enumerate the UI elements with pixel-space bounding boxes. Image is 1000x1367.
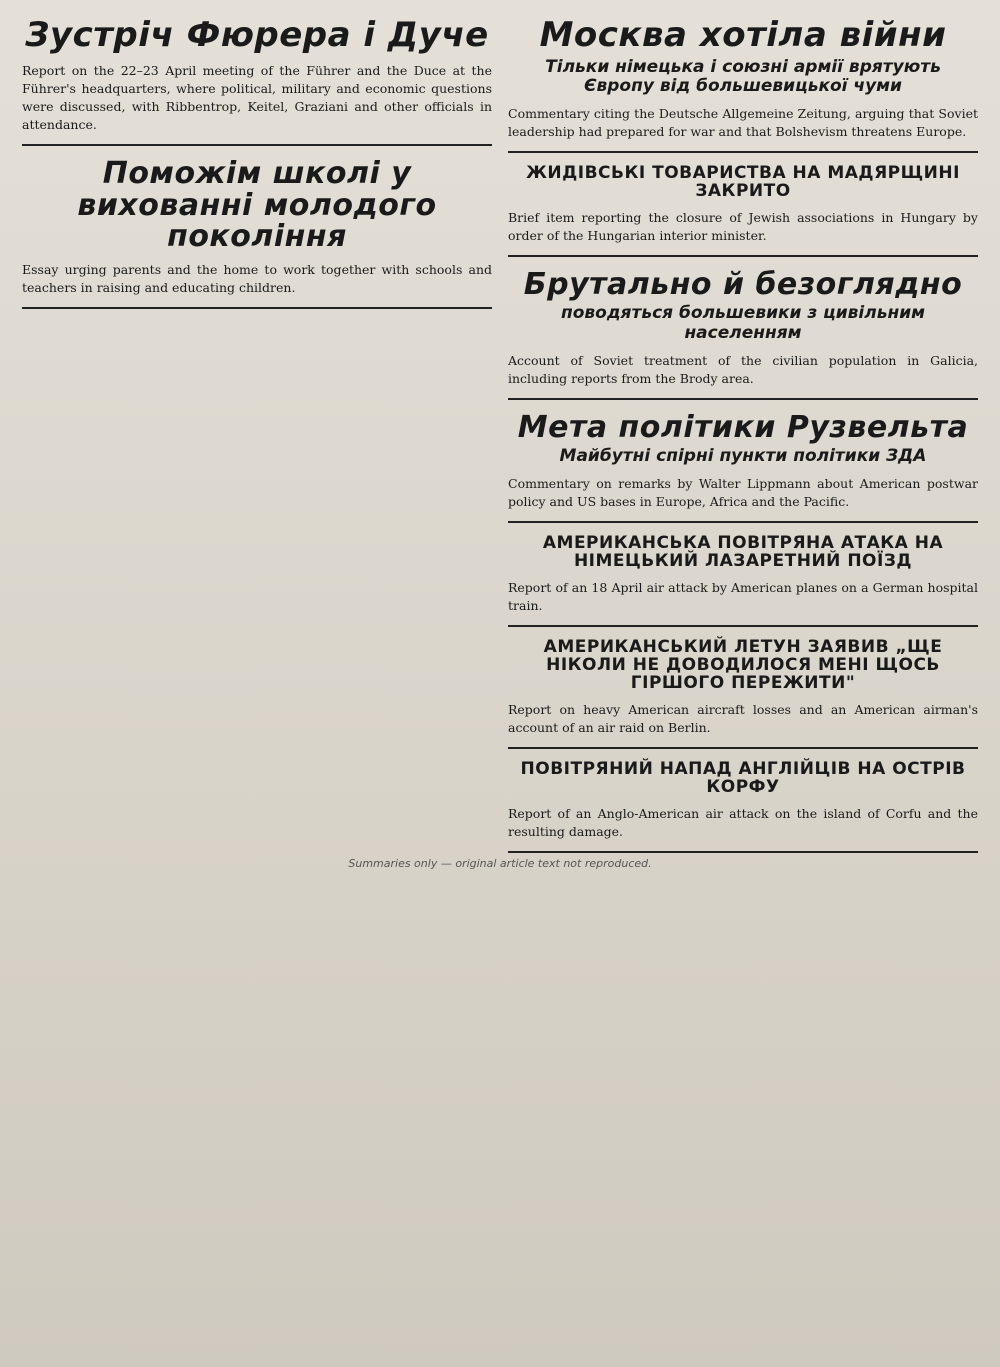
article-corfu: [508, 758, 978, 853]
article-pilot: [508, 639, 978, 749]
headline-roosevelt: Мета політики Рузвельта: [517, 409, 969, 445]
summary-school: Essay urging parents and the home to work together with schools and teachers in raising and educating children.: [22, 261, 492, 295]
summary-jewish-societies: Brief item reporting the closure of Jewish associations in Hungary by order of the Hungarian interior minister.: [508, 209, 978, 243]
article-hospital-train: [508, 535, 978, 627]
article-brutal: [508, 266, 978, 400]
article-summit: [22, 15, 492, 146]
summary-brutal: Account of Soviet treatment of the civilian population in Galicia, including reports from the Brody area.: [508, 352, 978, 386]
headline-moscow: Москва хотіла війни: [539, 15, 947, 55]
summary-hospital-train: Report of an 18 April air attack by American planes on a German hospital train.: [508, 579, 978, 613]
headline-summit: Зустріч Фюрера і Дуче: [25, 15, 489, 55]
article-roosevelt: [508, 409, 978, 523]
headline-brutal: Брутально й безоглядно: [523, 266, 963, 302]
headline-jewish-societies: ЖИДІВСЬКІ ТОВАРИСТВА НА МАДЯРЩИНІ ЗАКРИТО: [526, 163, 960, 201]
summary-pilot: Report on heavy American aircraft losses and an American airman's account of an air raid on Berlin.: [508, 701, 978, 735]
headline-pilot: АМЕРИКАНСЬКИЙ ЛЕТУН ЗАЯВИВ „ЩЕ НІКОЛИ НЕ ДОВОДИЛОСЯ МЕНІ ЩОСЬ ГІРШОГО ПЕРЕЖИТИ": [543, 637, 943, 693]
article-moscow: [508, 15, 978, 153]
summary-roosevelt: Commentary on remarks by Walter Lippmann about American postwar policy and US bases in Europe, Africa and the Pacific.: [508, 475, 978, 509]
subhead-brutal: поводяться большевики з цивільним населенням: [560, 303, 926, 344]
article-jewish-societies: [508, 165, 978, 257]
summary-corfu: Report of an Anglo-American air attack on the island of Corfu and the resulting damage.: [508, 805, 978, 839]
footer-note: Summaries only — original article text not reproduced.: [348, 856, 652, 870]
headline-corfu: ПОВІТРЯНИЙ НАПАД АНГЛІЙЦІВ НА ОСТРІВ КОРФУ: [520, 758, 966, 797]
headline-school: Поможім школі у вихованні молодого покоління: [77, 156, 437, 255]
subhead-moscow: Тільки німецька і союзні армії врятують Європу від большевицької чуми: [545, 56, 941, 97]
headline-hospital-train: АМЕРИКАНСЬКА ПОВІТРЯНА АТАКА НА НІМЕЦЬКИЙ ЛАЗАРЕТНИЙ ПОЇЗД: [542, 533, 944, 571]
subhead-roosevelt: Майбутні спірні пункти політики ЗДА: [559, 446, 927, 467]
right-column: [508, 15, 978, 853]
left-column: [22, 15, 492, 853]
summary-moscow: Commentary citing the Deutsche Allgemeine Zeitung, arguing that Soviet leadership had prepared for war and that Bolshevism threatens Europe.: [508, 105, 978, 139]
summary-summit: Report on the 22–23 April meeting of the Führer and the Duce at the Führer's headquarters, where political, military and economic questions were discussed, with Ribbentrop, Keitel, Graziani and other officials in attendance.: [22, 62, 492, 133]
article-school: [22, 158, 492, 309]
